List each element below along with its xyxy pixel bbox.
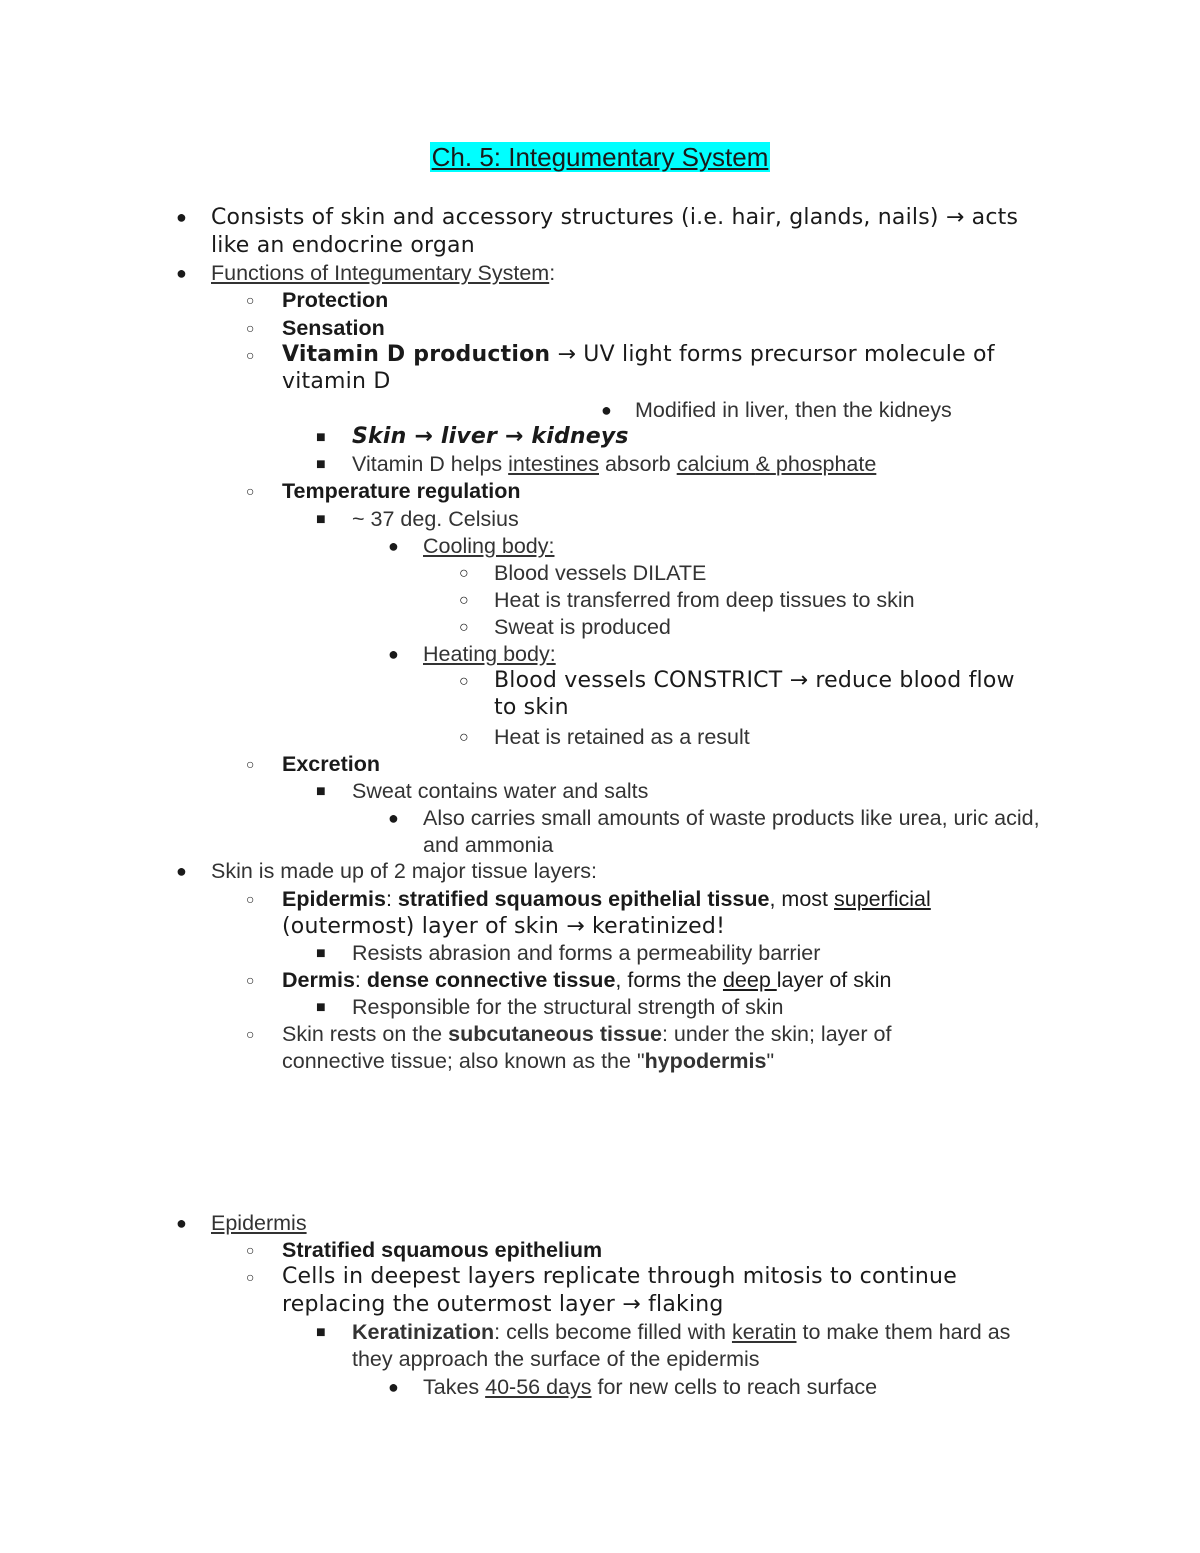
square-bullet-icon: ■ [316, 456, 326, 473]
list-item: Protection [282, 288, 389, 312]
list-item: Modified in liver, then the kidneys [635, 398, 952, 422]
square-bullet-icon: ■ [316, 429, 326, 446]
list-item: Cooling body: [423, 534, 555, 558]
list-item: Dermis: dense connective tissue, forms the deep layer of skin [282, 968, 892, 992]
square-bullet-icon: ■ [316, 783, 326, 800]
bullet-icon: ● [388, 808, 399, 828]
list-item: Temperature regulation [282, 479, 521, 503]
title-text: Ch. 5: Integumentary System [431, 142, 769, 172]
circle-bullet-icon: ○ [246, 891, 255, 907]
list-item: Heat is transferred from deep tissues to skin [494, 588, 915, 612]
list-item: Skin rests on the subcutaneous tissue: under the skin; layer of connective tissue; also known as the "hypodermis" [282, 1022, 892, 1073]
list-item: Blood vessels DILATE [494, 561, 707, 585]
list-item: Blood vessels CONSTRICT → reduce blood flow to skin [494, 668, 1015, 720]
circle-bullet-icon: ○ [246, 483, 255, 499]
list-item: Sweat contains water and salts [352, 779, 649, 803]
square-bullet-icon: ■ [316, 1324, 326, 1341]
bullet-icon: ● [176, 1213, 187, 1233]
list-item: Resists abrasion and forms a permeability barrier [352, 941, 821, 965]
bullet-icon: ● [388, 536, 399, 556]
list-item: Vitamin D helps intestines absorb calcium & phosphate [352, 452, 877, 476]
circle-bullet-icon: ○ [459, 673, 469, 690]
circle-bullet-icon: ○ [246, 756, 255, 772]
list-item: Excretion [282, 752, 380, 776]
list-item: Epidermis [211, 1211, 307, 1235]
list-item: Sensation [282, 316, 385, 340]
bullet-icon: ● [601, 400, 612, 420]
circle-bullet-icon: ○ [246, 292, 255, 308]
square-bullet-icon: ■ [316, 999, 326, 1016]
list-item: Keratinization: cells become filled with keratin to make them hard as they approach the surface of the epidermis [352, 1320, 1011, 1371]
circle-bullet-icon: ○ [459, 592, 469, 609]
list-item: Responsible for the structural strength of skin [352, 995, 784, 1019]
bullet-icon: ● [176, 263, 187, 283]
bullet-icon: ● [388, 644, 399, 664]
list-item: Epidermis: stratified squamous epithelial tissue, most superficial (outermost) layer of skin → keratinized! [282, 887, 931, 939]
list-item: Sweat is produced [494, 615, 671, 639]
circle-bullet-icon: ○ [246, 972, 255, 988]
list-item: Skin is made up of 2 major tissue layers: [211, 859, 597, 883]
circle-bullet-icon: ○ [459, 565, 469, 582]
list-item: Takes 40-56 days for new cells to reach surface [423, 1375, 878, 1399]
circle-bullet-icon: ○ [459, 729, 469, 746]
list-item: Vitamin D production → UV light forms precursor molecule of vitamin D [282, 342, 995, 394]
page-title [0, 140, 1200, 174]
list-item: Also carries small amounts of waste products like urea, uric acid, and ammonia [423, 806, 1040, 857]
list-item: Heating body: [423, 642, 556, 666]
bullet-icon: ● [176, 207, 187, 227]
circle-bullet-icon: ○ [246, 1026, 255, 1042]
list-item: Consists of skin and accessory structures (i.e. hair, glands, nails) → acts like an endocrine organ [211, 205, 1019, 258]
bullet-icon: ● [388, 1377, 399, 1397]
square-bullet-icon: ■ [316, 945, 326, 962]
list-item: Functions of Integumentary System: [211, 261, 556, 285]
list-item: Cells in deepest layers replicate through mitosis to continue replacing the outermost layer → flaking [282, 1264, 957, 1317]
circle-bullet-icon: ○ [246, 1242, 255, 1258]
circle-bullet-icon: ○ [246, 320, 255, 336]
circle-bullet-icon: ○ [246, 1269, 255, 1285]
bullet-icon: ● [176, 861, 187, 881]
circle-bullet-icon: ○ [246, 347, 255, 363]
square-bullet-icon: ■ [316, 511, 326, 528]
circle-bullet-icon: ○ [459, 619, 469, 636]
list-item: ~ 37 deg. Celsius [352, 507, 519, 531]
list-item: Heat is retained as a result [494, 725, 750, 749]
list-item: Stratified squamous epithelium [282, 1238, 603, 1262]
list-item: Skin → liver → kidneys [352, 424, 629, 449]
